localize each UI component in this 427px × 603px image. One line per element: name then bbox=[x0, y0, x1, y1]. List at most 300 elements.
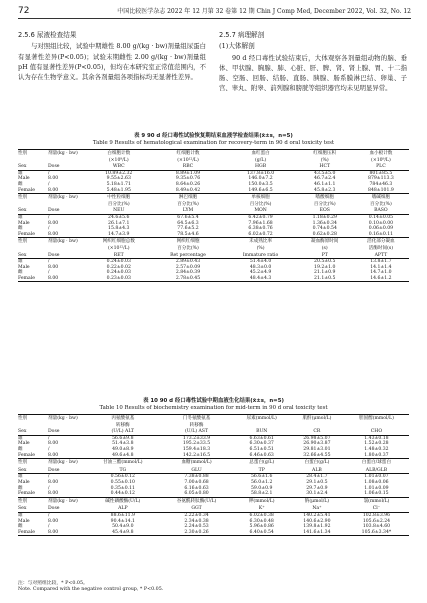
table-cell: 6.02±0.72 bbox=[224, 232, 296, 238]
column-header: 网织红细胞总数 bbox=[86, 238, 152, 245]
table-cell: 1.80±0.37 bbox=[344, 453, 409, 459]
header-cell: Sex bbox=[18, 252, 48, 259]
table-cell: 6.05±0.80 bbox=[160, 491, 234, 497]
table-cell: 2.24±0.53 bbox=[184, 524, 209, 530]
table-header-row bbox=[18, 428, 409, 435]
table-cell: 雄 bbox=[18, 474, 23, 480]
table-cell: 103.8±4.60 bbox=[362, 524, 391, 530]
column-header: 单核细胞 bbox=[224, 194, 296, 201]
header-cell: 性别 bbox=[18, 194, 48, 201]
table-cell: 1.48±0.32 bbox=[364, 446, 389, 452]
column-header: 红细胞计数 bbox=[152, 150, 225, 157]
table-header-row bbox=[18, 194, 409, 201]
pathology-paragraph: 90 d 经口毒性试验结束后，大体观察各剂量组动物的脑、垂体、甲状腺、胸腺、肺、心脏、肝、脾、肾、肾上腺、胃、十二指肠、空肠、回肠、结肠、直肠、胰腺、肠系膜淋巴结、卵巢、子宫、睾丸、附睾、前列腺和膀胱等组织器官均未见明显异常。 bbox=[219, 53, 407, 93]
table-header-row bbox=[18, 459, 409, 466]
table-header-row bbox=[18, 238, 409, 245]
section-title-pathology: 2.5.7 病理解剖 bbox=[219, 31, 265, 39]
table-cell: 139.8±1.92 bbox=[303, 524, 331, 530]
table-cell: 46.1±1.1 bbox=[314, 181, 336, 187]
table-cell: 45.8±2.3 bbox=[297, 188, 353, 194]
table-cell: 49.6±4.8 bbox=[86, 453, 160, 459]
column-header: (s) bbox=[321, 245, 328, 251]
table-cell: 8.00 bbox=[48, 176, 59, 182]
column-header: Na⁺ bbox=[290, 505, 344, 512]
table-cell: 0.14±0.05 bbox=[368, 214, 394, 220]
column-header: (U/L) ALT bbox=[86, 428, 160, 435]
table-cell: 9.35±0.76 bbox=[175, 176, 201, 182]
table9-caption-en: Table 9 Results of hematological examination for recovery-term in 90 d oral toxicity test bbox=[92, 140, 335, 146]
column-header: MON bbox=[224, 207, 296, 214]
column-header: 血小板计数 bbox=[353, 150, 409, 157]
column-header: 百分比(%) bbox=[107, 201, 130, 207]
column-header: (%) bbox=[256, 245, 265, 251]
column-header: PT bbox=[297, 252, 353, 259]
table-cell: 雌 bbox=[18, 270, 23, 276]
table-cell: 48.4±4.3 bbox=[224, 276, 296, 282]
table-cell: 6.16±0.63 bbox=[184, 485, 209, 491]
table-cell: 140.2±5.41 bbox=[303, 512, 331, 518]
table-cell: 140.6±2.90 bbox=[303, 518, 331, 524]
column-header: Immature ratio bbox=[224, 252, 296, 259]
column-header: APTT bbox=[353, 252, 409, 259]
header-cell: Sex bbox=[18, 207, 48, 214]
table-cell: 56.0±1.2 bbox=[251, 479, 273, 485]
table-cell: 7.38±0.88 bbox=[184, 474, 209, 480]
table-header-row bbox=[18, 467, 409, 474]
column-header: (×10¹²/L) bbox=[177, 157, 199, 163]
column-header: 白细胞计数 bbox=[86, 150, 152, 157]
table-cell: 0.62±0.28 bbox=[297, 232, 353, 238]
table-header-row bbox=[18, 201, 409, 208]
table-cell: 1.36±0.34 bbox=[312, 220, 337, 226]
table-cell: 2.78±0.45 bbox=[152, 276, 225, 282]
table-cell: 雄 bbox=[18, 512, 23, 518]
table-cell: 32.66±4.55 bbox=[290, 453, 344, 459]
table-cell: 7.96±1.68 bbox=[248, 220, 273, 226]
table-cell: 88.6±11.9 bbox=[110, 512, 135, 518]
note-en: Note. Compared with the negative control group, * P<0.05. bbox=[18, 587, 164, 593]
table-row bbox=[18, 276, 409, 282]
header-cell: 性别 bbox=[18, 497, 48, 504]
table-row bbox=[18, 530, 409, 536]
header-cell: 性别 bbox=[18, 415, 48, 422]
table-cell: 90.4±14.1 bbox=[110, 518, 135, 524]
column-header: ALB/GLB bbox=[344, 467, 409, 474]
column-header: 碱性磷酸酶(U/L) bbox=[86, 497, 160, 504]
table-cell: 2.57±0.09 bbox=[175, 264, 201, 270]
column-header: 血糖(mmol/L) bbox=[160, 459, 234, 466]
table-cell: 雌 bbox=[18, 446, 23, 452]
page-header bbox=[18, 7, 411, 19]
table-cell: 28.4±1.7 bbox=[306, 474, 328, 480]
table-cell: 6.02±0.38 bbox=[249, 512, 274, 518]
table-cell: 21.1±0.9 bbox=[314, 270, 336, 276]
table-cell: 784±46.3 bbox=[369, 181, 393, 187]
table-cell: 0.35±0.11 bbox=[110, 485, 135, 491]
column-header: BASO bbox=[353, 207, 409, 214]
column-header: (U/L) AST bbox=[160, 428, 234, 435]
table-cell: 8.64±0.26 bbox=[175, 181, 201, 187]
header-cell bbox=[48, 157, 86, 164]
table-cell: 848±101.9 bbox=[353, 188, 409, 194]
table-cell: 20.5±0.5 bbox=[314, 259, 336, 265]
table-cell: 51.4±4.0 bbox=[249, 259, 272, 265]
column-header: 转移酶 bbox=[115, 422, 130, 428]
table-cell: 1.43±0.18 bbox=[364, 435, 389, 441]
left-column bbox=[18, 30, 206, 82]
column-header: TP bbox=[233, 467, 290, 474]
header-cell bbox=[18, 201, 48, 208]
table-cell: 雄 bbox=[18, 435, 23, 441]
column-header: GGT bbox=[160, 505, 234, 512]
header-cell bbox=[48, 422, 86, 429]
column-header: (×10¹²/L) bbox=[107, 245, 130, 251]
table10-biochemistry bbox=[18, 414, 409, 536]
column-header: 嗜碱细胞 bbox=[353, 194, 409, 201]
table-cell: 26.98±5.07 bbox=[303, 435, 331, 441]
table-cell: 64.5±6.3 bbox=[177, 220, 199, 226]
column-header: 百分比(%) bbox=[177, 201, 199, 207]
column-header: 谷氨酰转肽酶(U/L) bbox=[160, 497, 234, 504]
table-cell: 8.00 bbox=[48, 276, 86, 282]
table-cell: 8.00 bbox=[48, 441, 59, 447]
table-cell: / bbox=[48, 181, 50, 187]
column-header: HGB bbox=[224, 163, 296, 170]
table-cell: 56.6±1.6 bbox=[251, 474, 273, 480]
table-cell: 142.2±16.5 bbox=[160, 453, 234, 459]
table-cell: 77.6±5.2 bbox=[177, 226, 199, 232]
table-cell: Male bbox=[18, 220, 30, 226]
header-cell: Sex bbox=[18, 428, 48, 435]
table-cell: 0.55±0.10 bbox=[110, 479, 135, 485]
table-cell: 9.55±2.63 bbox=[106, 176, 131, 182]
column-header: 钠(μmol/L) bbox=[290, 497, 344, 504]
header-cell: 剂量(kg · bw) bbox=[48, 238, 86, 245]
table-cell: Female bbox=[18, 276, 48, 282]
table-cell: 13.8±1.7 bbox=[370, 259, 392, 265]
table-cell: / bbox=[48, 446, 50, 452]
column-header: 百分比(%) bbox=[370, 201, 392, 207]
table-cell: 雄 bbox=[18, 214, 23, 220]
table-cell: 173.2±33.9 bbox=[182, 435, 211, 441]
table-cell: 8.00 bbox=[48, 188, 86, 194]
table-cell: 30.1±2.4 bbox=[290, 491, 344, 497]
column-header: 门冬氨酸氨基 bbox=[160, 415, 234, 422]
table-cell: 59.0±0.9 bbox=[251, 485, 273, 491]
table-cell: 150.0±3.5 bbox=[248, 181, 273, 187]
header-cell bbox=[48, 201, 86, 208]
column-header: 百分比(%) bbox=[177, 245, 199, 251]
table-cell: 58.8±2.1 bbox=[233, 491, 290, 497]
table-cell: Male bbox=[18, 479, 30, 485]
table-cell: 5.96±0.86 bbox=[249, 524, 274, 530]
column-header: Cl⁻ bbox=[344, 505, 409, 512]
journal-citation: 中国比较医学杂志 2022 年 12 月第 32 卷第 12 期 Chin J Comp Med, December 2022, Vol. 32, No. 12 bbox=[117, 8, 411, 15]
table-cell: 8.00 bbox=[48, 232, 86, 238]
table-cell: 26.1±7.1 bbox=[108, 220, 130, 226]
column-header: 肌酐(μmol/L) bbox=[290, 415, 344, 422]
table-cell: 5.18±1.71 bbox=[106, 181, 131, 187]
table-cell: 102.8±3.96 bbox=[362, 512, 391, 518]
table-cell: 6.30±0.37 bbox=[249, 441, 274, 447]
column-header: 钾(mmol/L) bbox=[233, 497, 290, 504]
table-cell: 1.01±0.07 bbox=[364, 474, 389, 480]
header-cell: 剂量(kg · bw) bbox=[48, 194, 86, 201]
table-cell: 141.6±1.34 bbox=[290, 530, 344, 536]
table-cell: 雌 bbox=[18, 485, 23, 491]
urine-paragraph: 与对照组比较，试验中期雄性 8.00 g/(kg · bw)剂量组尿蛋白有显著性差异(P<0.05)；试验末期雌性 2.00 g/(kg · bw)剂量组 pH 值有显著性差异(P<0.05)，但均在本研究室正常值范围内，不认为存在生物学意义。其余各剂量组各项指标均无显著性差异。 bbox=[18, 42, 206, 82]
table-cell: 146.0±7.2 bbox=[248, 176, 273, 182]
table-cell: 5.48±1.95 bbox=[86, 188, 152, 194]
header-cell bbox=[18, 422, 48, 429]
table-cell: Male bbox=[18, 176, 30, 182]
column-header: 尿素(mmol/L) bbox=[233, 415, 290, 422]
header-cell bbox=[18, 245, 48, 252]
subsection-gross-anatomy: (1)大体解剖 bbox=[219, 42, 255, 51]
header-cell: Dose bbox=[48, 207, 86, 214]
table-cell: / bbox=[48, 435, 50, 441]
column-header: GLU bbox=[160, 467, 234, 474]
table-cell: 14.1±1.4 bbox=[370, 264, 392, 270]
table-cell: 26.90±3.87 bbox=[303, 441, 331, 447]
column-header: 百分比(%) bbox=[249, 201, 272, 207]
header-cell bbox=[48, 245, 86, 252]
table-cell: 21.1±0.5 bbox=[297, 276, 353, 282]
table-header-row bbox=[18, 245, 409, 252]
table-cell: 24.6±5.6 bbox=[108, 214, 130, 220]
header-cell: Dose bbox=[48, 467, 86, 474]
column-header: 胆固醇(mmol/L) bbox=[344, 415, 409, 422]
table-cell: / bbox=[48, 259, 50, 265]
table10-caption-en: Table 10 Results of biochemistry examination for mid-term in 90 d oral toxicity test bbox=[99, 405, 328, 411]
table-cell: 6.30±0.48 bbox=[249, 518, 274, 524]
table-cell: 6.63±0.61 bbox=[249, 435, 274, 441]
column-header: PLC bbox=[353, 163, 409, 170]
table-cell: 0.24±0.03 bbox=[106, 259, 131, 265]
header-cell: 剂量(kg · bw) bbox=[48, 415, 86, 422]
table-cell: 雌 bbox=[18, 226, 23, 232]
table-cell: Male bbox=[18, 264, 30, 270]
column-header bbox=[344, 422, 409, 429]
column-header: 总蛋白(g/L) bbox=[233, 459, 290, 466]
table-cell: 0.06±0.09 bbox=[368, 226, 394, 232]
column-header: 百分比(%) bbox=[313, 201, 336, 207]
header-cell: 剂量(kg · bw) bbox=[48, 150, 86, 157]
table-cell: 67.6±5.4 bbox=[177, 214, 199, 220]
table-cell: 0.10±0.00 bbox=[368, 220, 394, 226]
table-cell: / bbox=[48, 170, 50, 176]
table-cell: Female bbox=[18, 453, 48, 459]
column-header: HCT bbox=[297, 163, 353, 170]
table-cell: / bbox=[48, 214, 50, 220]
table-cell: 0.56±0.12 bbox=[110, 474, 135, 480]
table-cell: 2.34±0.38 bbox=[184, 518, 209, 524]
table-cell: 6.42±0.79 bbox=[248, 214, 273, 220]
table-cell: 雄 bbox=[18, 259, 23, 265]
table-cell: 8.00 bbox=[48, 518, 59, 524]
table-cell: 8.00 bbox=[48, 491, 86, 497]
table-cell: 29.81±3.01 bbox=[303, 446, 331, 452]
table-cell: 149.6±6.5 bbox=[224, 188, 296, 194]
table-cell: 雌 bbox=[18, 181, 23, 187]
column-header bbox=[233, 422, 290, 429]
column-header: WBC bbox=[86, 163, 152, 170]
header-cell: 性别 bbox=[18, 238, 48, 245]
header-cell: 性别 bbox=[18, 150, 48, 157]
table-cell: 8.49±0.42 bbox=[152, 188, 225, 194]
header-cell: Dose bbox=[48, 252, 86, 259]
table-cell: 879±113.3 bbox=[368, 176, 394, 182]
column-header: 网织红细胞 bbox=[152, 238, 225, 245]
table-cell: 19.2±1.0 bbox=[314, 264, 336, 270]
table-cell: / bbox=[48, 485, 50, 491]
table-header-row bbox=[18, 157, 409, 164]
table-cell: 43.5±5.0 bbox=[314, 170, 336, 176]
table-cell: 10.89±2.32 bbox=[105, 170, 133, 176]
table-cell: 29.1±0.5 bbox=[306, 479, 328, 485]
table-cell: Female bbox=[18, 491, 48, 497]
column-header: 白蛋白/球蛋白 bbox=[344, 459, 409, 466]
table-cell: 1.06±0.15 bbox=[344, 491, 409, 497]
table-notes bbox=[18, 581, 163, 594]
table-cell: 46.7±2.4 bbox=[314, 176, 336, 182]
table-cell: / bbox=[48, 512, 50, 518]
table-cell: 8.00 bbox=[48, 220, 59, 226]
column-header: NEU bbox=[86, 207, 152, 214]
table-cell: Female bbox=[18, 530, 48, 536]
table-header-row bbox=[18, 150, 409, 157]
column-header: 丙氨酸氨基 bbox=[86, 415, 160, 422]
table9-caption-cn: 表 9 90 d 经口毒性试验恢复期结束血液学检查结果(x̄±s，n=5) bbox=[134, 133, 293, 139]
column-header bbox=[290, 422, 344, 429]
column-header: 白蛋白(g/L) bbox=[290, 459, 344, 466]
table-cell: 0.23±0.03 bbox=[86, 276, 152, 282]
table-cell: 2.89±0.43 bbox=[175, 259, 201, 265]
table-cell: 8.00 bbox=[48, 453, 86, 459]
table-header-row bbox=[18, 252, 409, 259]
header-cell: Dose bbox=[48, 505, 86, 512]
column-header: (g/L) bbox=[255, 157, 267, 163]
table-cell: 15.8±4.3 bbox=[108, 226, 130, 232]
column-header: TG bbox=[86, 467, 160, 474]
column-header: 活酶时间(s) bbox=[368, 245, 394, 251]
table-cell: 6.46±0.63 bbox=[233, 453, 290, 459]
table-cell: / bbox=[48, 474, 50, 480]
column-header: 淋巴细胞 bbox=[152, 194, 225, 201]
column-header: ALB bbox=[290, 467, 344, 474]
note-cn: 注：与对照组比较，* P<0.05。 bbox=[18, 581, 88, 586]
table-cell: 7.00±0.68 bbox=[184, 479, 209, 485]
table-cell: Female bbox=[18, 232, 48, 238]
column-header: (%) bbox=[320, 157, 329, 163]
header-cell: 剂量(kg · bw) bbox=[48, 497, 86, 504]
header-cell: Dose bbox=[48, 428, 86, 435]
column-header: CR bbox=[290, 428, 344, 435]
table-cell: 48.3±0.0 bbox=[249, 264, 272, 270]
table-cell: Male bbox=[18, 518, 30, 524]
column-header: 嗜酸细胞 bbox=[297, 194, 353, 201]
column-header: 红细胞压积 bbox=[297, 150, 353, 157]
table-cell: 14.6±1.2 bbox=[353, 276, 409, 282]
table-cell: 195.2±33.5 bbox=[182, 441, 211, 447]
table-cell: 雄 bbox=[18, 170, 23, 176]
column-header: 血红蛋白 bbox=[224, 150, 296, 157]
column-header: (×10⁹/L) bbox=[108, 157, 129, 163]
table-cell: 6.40±0.54 bbox=[233, 530, 290, 536]
table-cell: 8.89±1.09 bbox=[175, 170, 201, 176]
table-cell: 105.6±3.34* bbox=[344, 530, 409, 536]
column-header: 未成熟比率 bbox=[224, 238, 296, 245]
column-header: 中性粒细胞 bbox=[86, 194, 152, 201]
column-header: 凝血酶原时间 bbox=[297, 238, 353, 245]
table-header-row bbox=[18, 163, 409, 170]
table-cell: 2.22±0.34 bbox=[184, 512, 209, 518]
table-cell: Female bbox=[18, 188, 48, 194]
table-cell: / bbox=[48, 226, 50, 232]
table-cell: 49.0±8.9 bbox=[112, 446, 134, 452]
table-cell: 56.6±9.8 bbox=[112, 435, 134, 441]
column-header: CHO bbox=[344, 428, 409, 435]
table-cell: 45.2±4.9 bbox=[249, 270, 272, 276]
table-cell: 78.5±4.6 bbox=[152, 232, 225, 238]
table-cell: 1.01±0.09 bbox=[364, 485, 389, 491]
table-cell: 8.00 bbox=[48, 530, 86, 536]
table-cell: 1.18±0.29 bbox=[312, 214, 337, 220]
column-header: (×10⁹/L) bbox=[371, 157, 391, 163]
table-cell: 2.84±0.39 bbox=[175, 270, 201, 276]
table-cell: 51.4±3.8 bbox=[112, 441, 134, 447]
table-header-row bbox=[18, 497, 409, 504]
header-cell: Sex bbox=[18, 467, 48, 474]
header-cell: Sex bbox=[18, 505, 48, 512]
table-cell: 801±85.5 bbox=[369, 170, 393, 176]
header-cell: Dose bbox=[48, 163, 86, 170]
table-header-row bbox=[18, 207, 409, 214]
table-cell: / bbox=[48, 524, 50, 530]
column-header: K⁺ bbox=[233, 505, 290, 512]
header-cell bbox=[18, 157, 48, 164]
header-cell: 性别 bbox=[18, 459, 48, 466]
table-cell: 8.00 bbox=[48, 264, 59, 270]
table9-hematology bbox=[18, 149, 409, 282]
table-cell: 137.8±16.0 bbox=[246, 170, 275, 176]
table-cell: 8.00 bbox=[48, 479, 59, 485]
column-header: BUN bbox=[233, 428, 290, 435]
section-title-urine: 2.5.6 尿液检查结果 bbox=[18, 31, 77, 39]
table-cell: 0.22±0.02 bbox=[106, 264, 131, 270]
table-cell: 1.08±0.06 bbox=[364, 479, 389, 485]
table-cell: 14.7±3.9 bbox=[86, 232, 152, 238]
header-cell: 剂量(kg · bw) bbox=[48, 459, 86, 466]
table-cell: 6.38±0.76 bbox=[248, 226, 273, 232]
table-cell: 0.44±0.12 bbox=[86, 491, 160, 497]
table-cell: / bbox=[48, 270, 50, 276]
right-column bbox=[219, 30, 407, 94]
table-cell: Male bbox=[18, 441, 30, 447]
header-cell: Sex bbox=[18, 163, 48, 170]
table-cell: 1.52±0.28 bbox=[364, 441, 389, 447]
table-cell: 雌 bbox=[18, 524, 23, 530]
column-header: 氯(mmol/L) bbox=[344, 497, 409, 504]
table-cell: 105.6±2.24 bbox=[362, 518, 391, 524]
table10-caption-cn: 表 10 90 d 经口毒性试验中期血液生化结果(x̄±s，n=5) bbox=[143, 398, 284, 404]
table-cell: 0.24±0.03 bbox=[106, 270, 131, 276]
table-cell: 14.7±1.0 bbox=[370, 270, 392, 276]
table10-caption bbox=[0, 398, 427, 412]
page-number: 72 bbox=[18, 6, 30, 16]
column-header: 转移酶 bbox=[189, 422, 204, 428]
table-cell: 2.30±0.26 bbox=[160, 530, 234, 536]
